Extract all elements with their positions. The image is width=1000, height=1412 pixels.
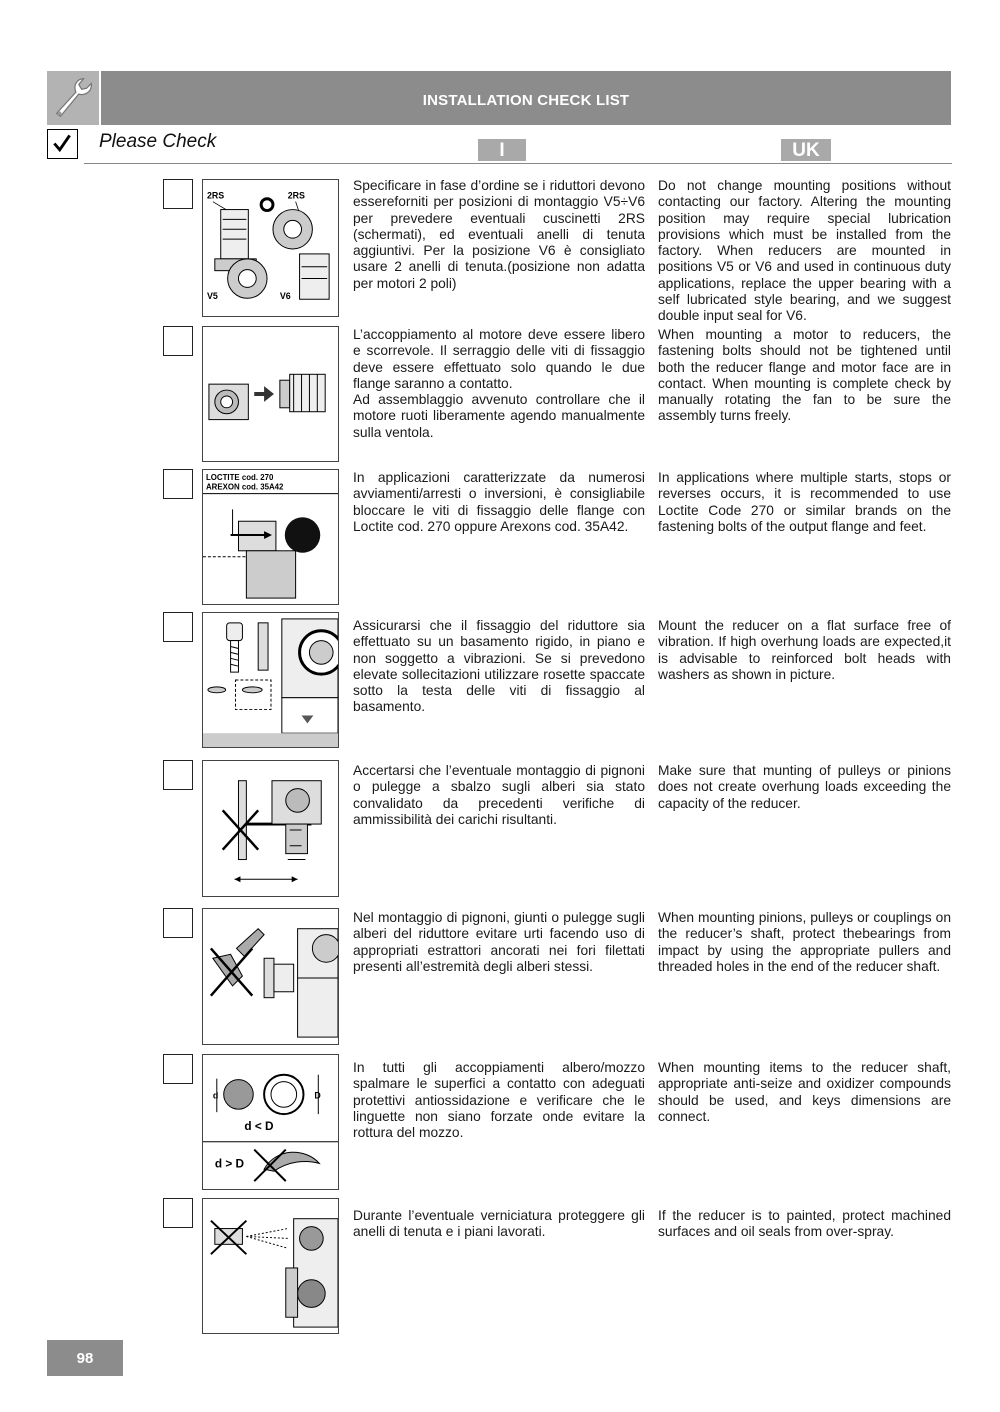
label-d-greater-than-d: d > D — [214, 1156, 245, 1171]
instruction-text-italian: In applicazioni caratterizzate da numerosi avviamenti/arresti o inversioni, è consigliabile bloccare le viti di fissaggio delle flange con Loctite cod. 270 oppure Arexons cod. 35A42. — [353, 470, 645, 534]
label-loctite: LOCTITE cod. 270 — [205, 472, 274, 482]
shaft-hub-illustration — [202, 1054, 339, 1190]
instruction-text-italian: Durante l’eventuale verniciatura proteggere gli anelli di tenuta e i piani lavorati. — [353, 1208, 645, 1240]
label-v6: V6 — [279, 291, 291, 302]
item-checkbox[interactable] — [163, 326, 193, 356]
label-small-d: d — [212, 1090, 219, 1101]
item-checkbox[interactable] — [163, 1198, 193, 1228]
header-divider — [84, 163, 952, 164]
label-2rs-right: 2RS — [287, 190, 305, 201]
loctite-illustration — [202, 469, 339, 605]
mounting-base-illustration — [202, 612, 339, 748]
instruction-text-english: When mounting a motor to reducers, the fastening bolts should not be tightened until both the reducer flange and motor face are in contact. When mounting is complete check by manually rotating the fan to be sure the assembly turns freely. — [658, 327, 951, 424]
instruction-text-italian: Specificare in fase d’ordine se i riduttori devono essereforniti per posizioni di montaggio V5÷V6 per prevedere eventuali cuscinetti 2RS (schermati), ed eventuali anelli di tenuta aggiuntivi. Per la posizione V6 è consigliato usare 2 anelli di tenuta.(posizione non adatta per motori 2 poli) — [353, 178, 645, 291]
instruction-text-italian: Nel montaggio di pignoni, giunti o pulegge sugli alberi del riduttore evitare urti facendo uso di appropriati estrattori ancorati nei fori filettati presenti all’estremità degli alberi stessi. — [353, 910, 645, 974]
instruction-text-italian: Assicurarsi che il fissaggio del riduttore sia effettuato su un basamento rigido, in piano e non soggetto a vibrazioni. Se si prevedono elevate sollecitazioni utilizzare rosette spaccate sotto la testa delle viti di fissaggio al basamento. — [353, 618, 645, 715]
motor-coupling-illustration — [202, 326, 339, 462]
page-number: 98 — [47, 1340, 123, 1376]
instruction-text-italian: Accertarsi che l’eventuale montaggio di pignoni o pulegge a sbalzo sugli alberi sia stato convalidato da precedenti verifiche di ammissibilità dei carichi risultanti. — [353, 763, 645, 827]
lang-tag-italian: I — [478, 139, 526, 161]
check-icon — [47, 129, 78, 159]
instruction-text-english: Make sure that munting of pulleys or pinions does not create overhung loads exceeding the capacity of the reducer. — [658, 763, 951, 811]
item-checkbox[interactable] — [163, 612, 193, 642]
painting-protection-illustration — [202, 1198, 339, 1334]
wrench-icon — [47, 71, 101, 125]
lang-tag-english: UK — [781, 139, 831, 161]
instruction-text-italian: In tutti gli accoppiamenti albero/mozzo spalmare le superfici a contatto con adeguati protettivi antiossidazione e verificare che le linguette non siano forzate onde evitare la rottura del mozzo. — [353, 1060, 645, 1141]
label-v5: V5 — [206, 291, 218, 302]
item-checkbox[interactable] — [163, 760, 193, 790]
item-checkbox[interactable] — [163, 179, 193, 209]
label-large-d: D — [314, 1090, 321, 1101]
mounting-position-illustration — [202, 179, 339, 317]
instruction-text-italian: L’accoppiamento al motore deve essere libero e scorrevole. Il serraggio delle viti di fissaggio deve essere effettuato solo quando le due flange saranno a contatto. Ad assemblaggio avvenuto controllare che il motore ruoti liberamente agendo manualmente sulla ventola. — [353, 327, 645, 440]
instruction-text-english: If the reducer is to painted, protect machined surfaces and oil seals from over-spray. — [658, 1208, 951, 1240]
instruction-text-english: Do not change mounting positions without contacting our factory. Altering the mounting position may require special lubrication provisions which must be installed from the factory. When reducers are mounted in positions V5 or V6 and used in continuous duty applications, replace the upper bearing with a self lubricated style bearing, and we suggest double input seal for V6. — [658, 178, 951, 324]
item-checkbox[interactable] — [163, 1054, 193, 1084]
label-2rs-left: 2RS — [206, 190, 225, 201]
please-check-label: Please Check — [99, 131, 217, 152]
label-arexon: AREXON cod. 35A42 — [205, 482, 284, 492]
pinion-mounting-illustration — [202, 908, 339, 1045]
instruction-text-english: In applications where multiple starts, stops or reverses occurs, it is recommended to use Loctite Code 270 or similar brands on the fastening bolts of the output flange and feet. — [658, 470, 951, 534]
instruction-text-english: Mount the reducer on a flat surface free of vibration. If high overhung loads are expected,it is advisable to reinforced bolt heads with washers as shown in picture. — [658, 618, 951, 682]
instruction-text-english: When mounting pinions, pulleys or couplings on the reducer’s shaft, protect thebearings from impact by using the appropriate pullers and threaded holes in the end of the reducer shaft. — [658, 910, 951, 974]
instruction-text-english: When mounting items to the reducer shaft, appropriate anti-seize and oxidizer compounds should be used, and keys dimensions are connect. — [658, 1060, 951, 1124]
overhung-load-illustration — [202, 760, 339, 897]
label-d-less-than-d: d < D — [244, 1118, 274, 1133]
item-checkbox[interactable] — [163, 908, 193, 938]
item-checkbox[interactable] — [163, 469, 193, 499]
page-title: INSTALLATION CHECK LIST — [422, 92, 630, 109]
